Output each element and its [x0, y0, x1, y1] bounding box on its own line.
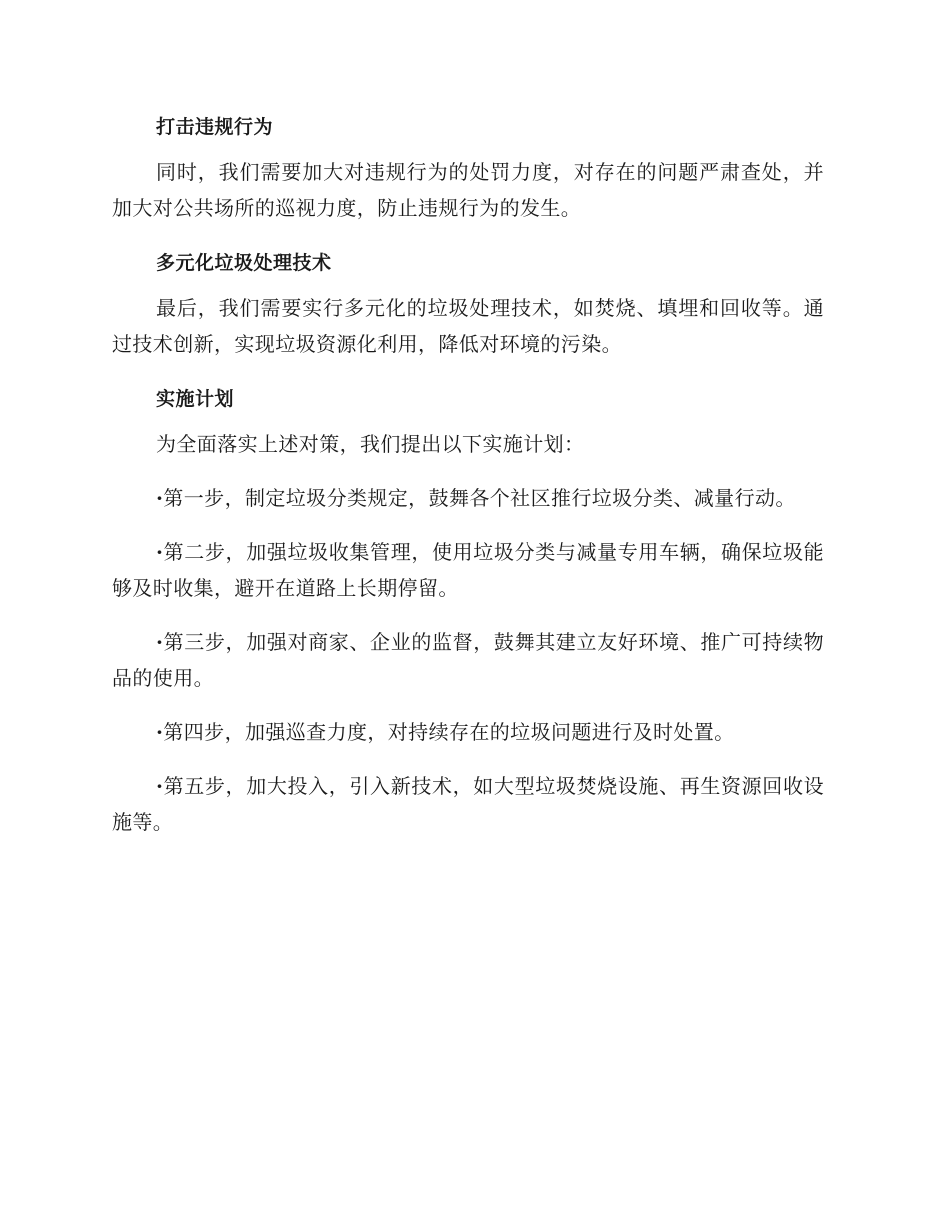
plan-item-1 — [112, 480, 824, 516]
section-heading-violations: 打击违规行为 — [156, 116, 274, 138]
plan-item-5 — [112, 768, 824, 840]
bullet-dot: · — [156, 486, 164, 510]
plan-item-text: 第二步，加强垃圾收集管理，使用垃圾分类与减量专用车辆，确保垃圾能够及时收集，避开在道路上长期停留。 — [112, 540, 824, 600]
bullet-dot: · — [156, 720, 164, 744]
plan-item-text: 第五步，加大投入，引入新技术，如大型垃圾焚烧设施、再生资源回收设施等。 — [112, 774, 824, 834]
plan-item-2 — [112, 534, 824, 606]
bullet-dot: · — [156, 540, 164, 564]
section-heading-waste-tech: 多元化垃圾处理技术 — [156, 252, 332, 274]
paragraph-plan-intro: 为全面落实上述对策，我们提出以下实施计划： — [156, 432, 585, 456]
plan-item-text: 第三步，加强对商家、企业的监督，鼓舞其建立友好环境、推广可持续物品的使用。 — [112, 630, 824, 690]
section-heading-plan: 实施计划 — [156, 388, 235, 410]
paragraph-waste-tech: 最后，我们需要实行多元化的垃圾处理技术，如焚烧、填埋和回收等。通过技术创新，实现垃圾资源化利用，降低对环境的污染。 — [112, 296, 824, 356]
plan-item-4 — [112, 714, 824, 750]
plan-item-text: 第四步，加强巡查力度，对持续存在的垃圾问题进行及时处置。 — [163, 720, 735, 744]
bullet-dot: · — [156, 774, 164, 798]
plan-item-text: 第一步，制定垃圾分类规定，鼓舞各个社区推行垃圾分类、减量行动。 — [163, 486, 796, 510]
document-page — [112, 108, 824, 858]
plan-item-3 — [112, 624, 824, 696]
paragraph-violations: 同时，我们需要加大对违规行为的处罚力度，对存在的问题严肃查处，并加大对公共场所的巡视力度，防止违规行为的发生。 — [112, 160, 824, 220]
bullet-dot: · — [156, 630, 164, 654]
